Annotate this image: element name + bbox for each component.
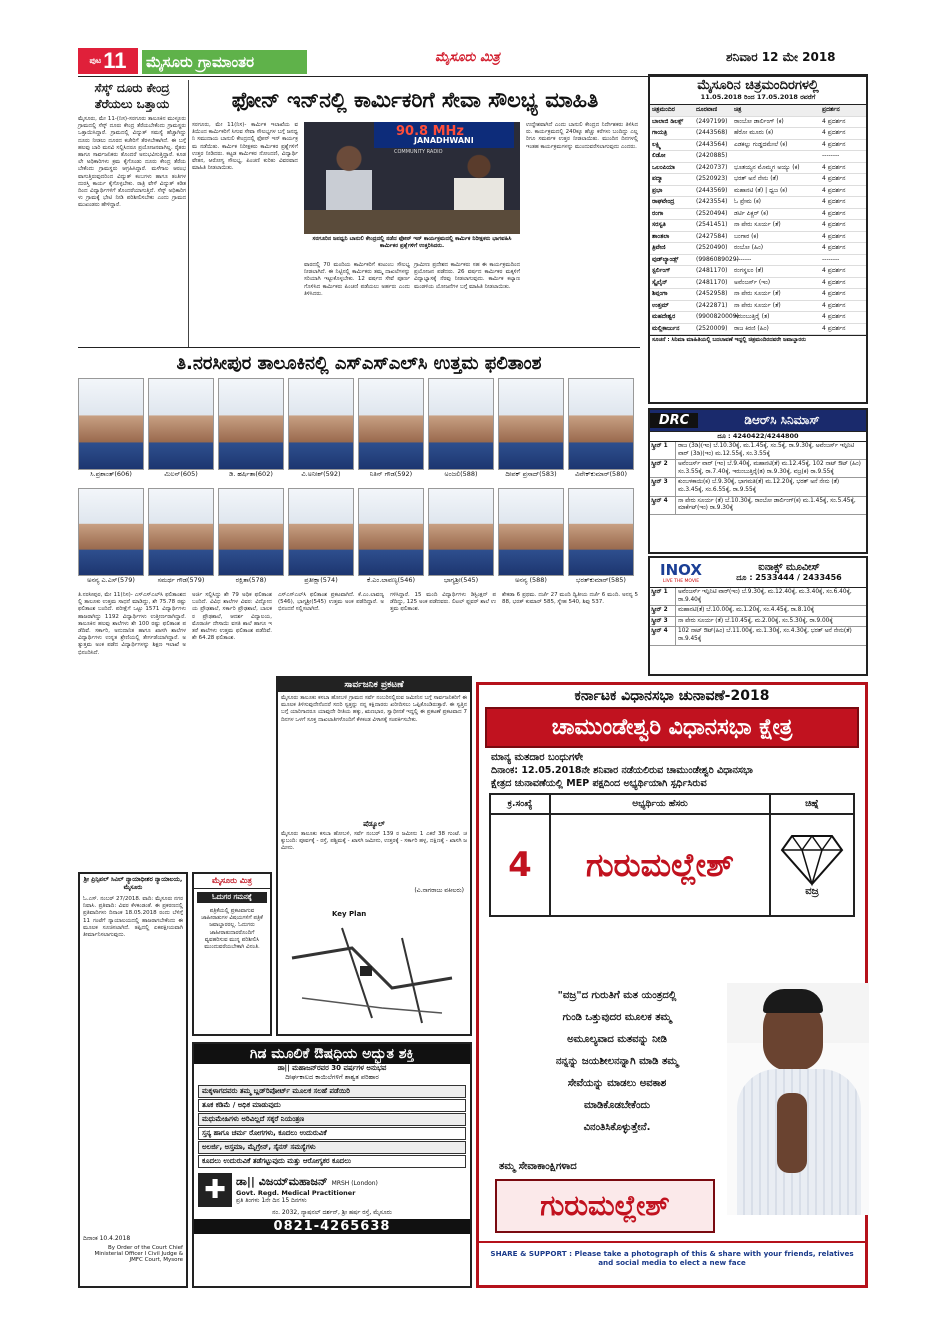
cinema-row [650,301,866,313]
screen-label: ಸ್ಕ್ರೀನ್ 2 [650,606,676,616]
main-story-col5: ಉದ್ದೇಶವಾಗಿದೆ ಎಂದು ಬಾನುಲಿ ಕೇಂದ್ರದ ನಿರ್ದೇಶಕರು ತಿಳಿಸಿದರು. ಕಾರ್ಯಕ್ರಮದಲ್ಲಿ 240ಕ್ಕೂ ಹೆಚ್ಚು ಕರೆಗಳು ಬಂದಿದ್ದು ಎಲ್ಲರಿಗೂ ಸಮರ್ಪಕ ಉತ್ತರ ನೀಡಲಾಯಿತು. ಮುಂದಿನ ದಿನಗಳಲ್ಲಿ ಇಂತಹ ಕಾರ್ಯಕ್ರಮಗಳನ್ನು ಮುಂದುವರೆಸಲಾಗುವುದು ಎಂದರು. [526,122,638,150]
student-photo [78,378,144,470]
cinema-row [650,140,866,152]
screen-schedule: ನಾ ಪೇರು ಸೂರ್ಯ (ತೆ) ಬೆ.10.45ಕ್ಕೆ, ಮ.2.00ಕ್ಕೆ, ಸಂ.5.30ಕ್ಕೆ, ರಾ.9.00ಕ್ಕೆ [678,617,833,624]
cinema-phone: (9986089029) [696,255,739,263]
herbal-line2: ದೀರ್ಘಕಾಲದ ಕಾಯಿಲೆಗಳಿಗೆ ಶಾಶ್ವತ ಪರಿಹಾರ [285,1073,379,1081]
herbal-ad [192,1042,472,1288]
cinema-shows: 4 ಪ್ರದರ್ಶನ [822,140,846,148]
student-photo [498,488,564,576]
main-story-col1: ಸರಗೂರು, ಮೇ 11(ನಿಸ)- ಕಾರ್ಮಿಕ ಇಲಾಖೆಯ ವತಿಯಿಂದ ಕಾರ್ಮಿಕರಿಗೆ ಸಿಗುವ ಸೇವಾ ಸೌಲಭ್ಯಗಳ ಬಗ್ಗೆ ಜನಧ್ವನಿ ಸಮುದಾಯ ಬಾನುಲಿ ಕೇಂದ್ರದಲ್ಲಿ ಫೋನ್ ಇನ್ ಕಾರ್ಯಕ್ರಮ ನಡೆಯಿತು. ಕಾರ್ಮಿಕ ನಿರೀಕ್ಷಕರು ಕಾರ್ಮಿಕರ ಪ್ರಶ್ನೆಗಳಿಗೆ ಉತ್ತರ ನೀಡಿದರು. ಕಟ್ಟಡ ಕಾರ್ಮಿಕರ ನೋಂದಣಿ, ವಿದ್ಯಾರ್ಥಿ ವೇತನ, ಆರೋಗ್ಯ ಸೌಲಭ್ಯ, ಪಿಂಚಣಿ ಕುರಿತು ವಿವರವಾದ ಮಾಹಿತಿ ನೀಡಲಾಯಿತು. [192,122,298,172]
student-caption: ವಿವೇಕ್‌ಕುಮಾರ್(580) [574,470,628,478]
results-body-4: ಗಳಿಸಿದ್ದಾರೆ. 15 ಮಂದಿ ವಿದ್ಯಾರ್ಥಿಗಳು ಡಿಸ್ಟಿಂಕ್ಷನ್ ಪಡೆದಿದ್ದು, 125 ಅಂಕ ಪಡೆದವರು. ಲಿಟಲ್ ಫ್ಲವರ್ ಶಾಲೆ ಉತ್ತಮ ಫಲಿತಾಂಶ. [390,592,496,613]
herbal-item: ಅಲರ್ಜಿ, ಅಸ್ತಮಾ, ಮೈಗ್ರೇನ್, ಸೈನಸ್ ಸಮಸ್ಯೆಗಳು [198,1141,466,1154]
cinema-shows: 4 ಪ್ರದರ್ಶನ [822,175,846,182]
student-photo [148,378,214,470]
left-story-body: ಮೈಸೂರು, ಮೇ 11-(ನಿಸ)-ಸರಗೂರು ತಾಲೂಕಿನ ಮುಳ್ಳೂರು ಗ್ರಾಮದಲ್ಲಿ ಸೆಸ್ಕ್ ದೂರು ಕೇಂದ್ರ ತೆರೆಯಬೇಕೆಂದು ಗ್ರಾಮಸ್ಥರು ಒತ್ತಾಯಿಸಿದ್ದಾರೆ. ಗ್ರಾಮದಲ್ಲಿ ವಿದ್ಯುತ್ ಸಮಸ್ಯೆ ಹೆಚ್ಚಾಗಿದ್ದು ದೂರು ನೀಡಲು ದೂರದ ಕಚೇರಿಗೆ ತೆರಳಬೇಕಾಗಿದೆ. ಈ ಬಗ್ಗೆ ಹಲವು ಬಾರಿ ಮನವಿ ಸಲ್ಲಿಸಿದರೂ ಪ್ರಯೋಜನವಾಗಿಲ್ಲ. ರೈತರು ಹಾಗೂ ಸಾರ್ವಜನಿಕರು ತೊಂದರೆ ಅನುಭವಿಸುತ್ತಿದ್ದಾರೆ. ಕೂಡಲೇ ಅಧಿಕಾರಿಗಳು ಕ್ರಮ ಕೈಗೊಂಡು ದೂರು ಕೇಂದ್ರ ತೆರೆಯಬೇಕೆಂದು ಗ್ರಾಮಸ್ಥರು ಆಗ್ರಹಿಸಿದ್ದಾರೆ. ಮಳೆಗಾಲ ಆರಂಭವಾಗುತ್ತಿರುವುದರಿಂದ ವಿದ್ಯುತ್ ಕಂಬಗಳು ಹಾಗೂ ತಂತಿಗಳ ದುರಸ್ತಿ ಕಾರ್ಯ ಕೈಗೊಳ್ಳಬೇಕು. ರಾತ್ರಿ ವೇಳೆ ವಿದ್ಯುತ್ ಕಡಿತದಿಂದ ವಿದ್ಯಾರ್ಥಿಗಳಿಗೆ ತೊಂದರೆಯಾಗುತ್ತಿದೆ. ಸೆಸ್ಕ್ ಅಧಿಕಾರಿಗಳು ಗ್ರಾಮಕ್ಕೆ ಭೇಟಿ ನೀಡಿ ಪರಿಶೀಲಿಸಬೇಕು ಎಂದು ಗ್ರಾಮದ ಮುಖಂಡರು ಹೇಳಿದ್ದಾರೆ. [78,116,186,209]
cinema-film: ರಂಬೋ (ಹಿಂ) [734,244,764,251]
cinema-row [650,163,866,175]
studio-desk [304,210,520,234]
cinema-phone: (2443564) [696,140,728,148]
inox-title-box [712,562,866,583]
ballot-header [491,795,853,815]
election-top: ಕರ್ನಾಟಕ ವಿಧಾನಸಭಾ ಚುನಾವಣೆ-2018 [574,688,770,704]
cinema-phone: (2481170) [696,278,728,286]
col-phone: ದೂರವಾಣಿ [696,106,718,113]
cinema-rows [650,117,866,336]
readers-note [192,872,272,1036]
election-appeal [487,985,747,1139]
drc-listing [648,408,868,554]
diamond-icon [780,834,844,886]
cinema-hall: ಮಹದೇಶ್ವರ [652,313,676,320]
ballot-number: 4 [491,815,551,915]
cinema-phone: (9900820009) [696,313,739,320]
radio-subtitle: COMMUNITY RADIO [394,149,443,155]
student-caption: ವಿ.ಅನೀಶ್(592) [301,470,341,478]
cinema-hall: ವುಡ್‌ಲ್ಯಾಂಡ್ಸ್ [652,255,679,263]
student-caption: ಡಿ. ಹರ್ಷಿತಾ(602) [229,470,273,478]
doctor-reg: Govt. Regd. Medical Practitioner [236,1189,356,1197]
constituency-banner: ಚಾಮುಂಡೇಶ್ವರಿ ವಿಧಾನಸಭಾ ಕ್ಷೇತ್ರ [485,707,859,748]
cinema-film: ಭರತ್ ಅನೆ ನೇನು (ತೆ) [734,175,779,182]
cinema-shows: 4 ಪ್ರದರ್ಶನ [822,129,846,136]
cinema-film: ನಾ ಪೇರು ಸೂರ್ಯ (ತೆ) [734,221,781,228]
col-hall: ಚಿತ್ರಮಂದಿರ [652,106,675,113]
cinema-film: ಎಡಕಲ್ಲು ಗುಡ್ಡದಮೇಲೆ (ಕ) [734,140,788,148]
results-body: ತಿ.ನರಸೀಪುರ, ಮೇ 11(ನಿಸ)- ಎಸ್‌ಎಸ್‌ಎಲ್‌ಸಿ ಫಲಿತಾಂಶದಲ್ಲಿ ತಾಲೂಕು ಉತ್ತಮ ಸಾಧನೆ ಮಾಡಿದ್ದು, ಶೇ 75.78 ರಷ್ಟು ಫಲಿತಾಂಶ ಬಂದಿದೆ. ಪರೀಕ್ಷೆಗೆ ಒಟ್ಟು 1571 ವಿದ್ಯಾರ್ಥಿಗಳು ಹಾಜರಾಗಿದ್ದು 1192 ವಿದ್ಯಾರ್ಥಿಗಳು ಉತ್ತೀರ್ಣರಾಗಿದ್ದಾರೆ. ತಾಲೂಕಿನ ಹಲವು ಶಾಲೆಗಳು ಶೇ 100 ರಷ್ಟು ಫಲಿತಾಂಶ ಪಡೆದಿವೆ. ಸರ್ಕಾರಿ, ಅನುದಾನಿತ ಹಾಗೂ ಖಾಸಗಿ ಶಾಲೆಗಳ ವಿದ್ಯಾರ್ಥಿಗಳು ಉನ್ನತ ಶ್ರೇಣಿಯಲ್ಲಿ ತೇರ್ಗಡೆಯಾಗಿದ್ದಾರೆ. ಅತ್ಯುತ್ತಮ ಅಂಕ ಪಡೆದ ವಿದ್ಯಾರ್ಥಿಗಳನ್ನು ಶಿಕ್ಷಣ ಇಲಾಖೆ ಅಭಿನಂದಿಸಿದೆ. [78,592,186,656]
screen-label: ಸ್ಕ್ರೀನ್ 2 [650,460,676,477]
cinema-shows: 4 ಪ್ರದರ್ಶನ [822,267,846,274]
rule [78,347,640,348]
screen-schedule: ಕುಂಬಳಕಾಯಿ(ಕ) ಬೆ.9.30ಕ್ಕೆ, ಭಾಗಮತಿ(ತೆ) ಮ.12.20ಕ್ಕೆ, ಭರತ್ ಅನೆ ನೇನು (ತೆ) ಮ.3.45ಕ್ಕೆ, ಸಂ.6.55ಕ್ಕೆ, ರಾ.9.55ಕ್ಕೆ [678,479,840,493]
cinema-hall: ಸ್ಕೈಲೈನ್ [652,278,668,286]
election-date-line-2: ಕ್ಷೇತ್ರದ ಚುನಾವಣೆಯಲ್ಲಿ MEP ಪಕ್ಷದಿಂದ ಅಭ್ಯರ್ಥಿಯಾಗಿ ಸ್ಪರ್ಧಿಸಿರುವ [491,778,707,789]
share-footer: SHARE & SUPPORT : Please take a photograph of this & share with your friends, relatives and social media to elect a new face [479,1241,865,1285]
ballot-col-name: ಅಭ್ಯರ್ಥಿಯ ಹೆಸರು [551,795,771,813]
cinema-phone: (2520009) [696,324,728,332]
student-card [148,488,214,585]
court-sign: By Order of the Court Chief Ministerial Officer I Civil Judge & JMFC Court, Mysore [94,1245,183,1263]
screen-schedule: ಮಹಾನಟಿ(ತೆ) ಬೆ.10.00ಕ್ಕೆ, ಮ.1.20ಕ್ಕೆ, ಸಂ.4.45ಕ್ಕೆ, ರಾ.8.10ಕ್ಕೆ [678,607,815,614]
cinema-phone: (2497199) [696,117,728,125]
cinema-hall: ರಂಗಾ [652,209,664,217]
clinic-address: ನಂ. 2032, ನ್ಯಾಷನಲ್ ದರ್ಶನ್, ಶ್ರೀ ಹರ್ಷ ರಸ್ತೆ, ಮೈಸೂರು [272,1209,392,1216]
inox-header [650,558,866,588]
herbal-items [194,1082,470,1171]
cinema-shows: -------- [822,255,840,263]
drc-logo: DRC [650,413,698,428]
student-photo [288,488,354,576]
screen-label: ಸ್ಕ್ರೀನ್ 1 [650,588,676,605]
radio-name: JANADHWANI [414,136,474,145]
cinema-shows: 4 ಪ್ರದರ್ಶನ [822,232,846,240]
cinema-hall: ಬಾಲಾಜಿ ಡಿಲಕ್ಸ್ [652,117,684,125]
medical-cross-icon: ✚ [198,1173,232,1207]
cinema-film: ಬಂಗಾರ (ಕ) [734,232,759,240]
herbal-item: ಮಧುಮೇಹಿಗಳು ಅರಿವಿಲ್ಲದೆ ಸಕ್ಕರೆ ನಿಯಂತ್ರಣ [198,1113,466,1126]
cinema-row [650,186,866,198]
cinema-film: ಇರುಂಬುತ್ತಿರೈ (ತ) [734,313,770,320]
student-caption: ಪ್ರತೀಕ್ಷಾ(574) [304,576,338,584]
student-photo [568,488,634,576]
student-card [288,378,354,479]
herbal-headline: ಗಿಡ ಮೂಲಿಕೆ ಔಷಧಿಯ ಅದ್ಭುತ ಶಕ್ತಿ [194,1044,470,1064]
cinema-row [650,209,866,221]
appeal-line: ನನ್ನನ್ನು ಜಯಶೀಲನನ್ನಾಗಿ ಮಾಡಿ ತಮ್ಮ [555,1056,679,1067]
screen-row [650,460,866,478]
cinema-listing [648,74,868,404]
cinema-row [650,117,866,129]
student-caption: ಅನನ್ಯ (588) [515,576,547,584]
cinema-phone: (2420737) [696,163,728,171]
candidate-sign: ಗುರುಮಲ್ಲೇಶ್ [495,1179,715,1233]
student-caption: ಅನನ್ಯ ಎ.ಎಸ್(579) [87,576,135,584]
drc-rows [650,442,866,515]
court-title: ಶ್ರೀ ಪ್ರಿನ್ಸಿಪಲ್ ಸಿವಿಲ್ ನ್ಯಾಯಾಧೀಶರ ನ್ಯಾಯಾಲಯ, ಮೈಸೂರು [83,876,183,891]
cinema-shows: 4 ಪ್ರದರ್ಶನ [822,198,846,205]
ballot-symbol [771,815,853,915]
student-caption: ಕೆ.ಎಂ.ಲಾವಣ್ಯ(546) [366,576,416,584]
cinema-hall: ಸರಸ್ವತಿ [652,221,666,228]
screen-row [650,588,866,606]
student-caption: ದೀಪಕ್ ಪ್ರಸಾದ್(583) [505,470,557,478]
student-photo [428,378,494,470]
page-number-badge [78,48,138,74]
court-notice [78,872,188,1288]
cinema-shows: 4 ಪ್ರದರ್ಶನ [822,221,846,228]
cinema-date-range: 11.05.2018 ರಿಂದ 17.05.2018 ರವರೆಗೆ [650,93,866,105]
cinema-title: ಮೈಸೂರಿನ ಚಿತ್ರಮಂದಿರಗಳಲ್ಲಿ [697,78,819,93]
inox-logo-box [650,561,712,584]
cinema-phone: (2481170) [696,267,728,274]
issue-date: ಶನಿವಾರ 12 ಮೇ 2018 [726,50,836,64]
cinema-film: -------- [734,255,752,263]
readers-body: ಪತ್ರಿಕೆಯಲ್ಲಿ ಪ್ರಕಟವಾಗುವ ಜಾಹೀರಾತುಗಳ ವಿಷಯಗಳಿಗೆ ಪತ್ರಿಕೆ ಜವಾಬ್ದಾರರಲ್ಲ. ಓದುಗರು ಜಾಹೀರಾತುದಾರರೊಂದಿಗೆ ವ್ಯವಹರಿಸುವ ಮುನ್ನ ಪರಿಶೀಲಿಸಿ ಮುಂದುವರೆಯಬೇಕಾಗಿ ವಿನಂತಿ. [201,908,263,951]
doctor-timing: ಪ್ರತಿ ತಿಂಗಳು 1ನೇ ದಿನ 15 ದಿನಗಳು [236,1197,307,1204]
cinema-hall: ಉತ್ತಮ್ [652,301,669,309]
appeal-line: "ವಜ್ರ"ದ ಗುರುತಿಗೆ ಮತ ಯಂತ್ರದಲ್ಲಿ [557,990,677,1001]
student-photo [568,378,634,470]
cinema-row [650,220,866,232]
left-story-title-2: ತೆರೆಯಲು ಒತ್ತಾಯ [94,97,170,111]
cinema-row [650,312,866,324]
screen-label: ಸ್ಕ್ರೀನ್ 3 [650,617,676,627]
main-story-col3: ವಾರದಲ್ಲಿ 70 ಮಂದಿಯ ಕಾರ್ಮಿಕರಿಗೆ ಕುಟುಂಬ ಸೌಲಭ್ಯ ನೀಡಲಾಗಿದೆ. ಈ ನಿಟ್ಟಿನಲ್ಲಿ ಕಾರ್ಮಿಕರು ತಮ್ಮ ದಾಖಲೆಗಳನ್ನು ಸರಿಯಾಗಿ ಇಟ್ಟುಕೊಳ್ಳಬೇಕು. 12 ವರ್ಷದ ಸೇವೆ ಪೂರ್ಣಗೊಳಿಸಿದ ಕಾರ್ಮಿಕರು ಪಿಂಚಣಿ ಪಡೆಯಲು ಅರ್ಹರು ಎಂದು ತಿಳಿಸಿದರು. [304,262,410,297]
screen-schedule: ಅವೆಂಜರ್ಸ್ ಇನ್ಫಿನಿಟಿ ವಾರ್(ಇಂ) ಬೆ.9.30ಕ್ಕೆ, ಮ.12.40ಕ್ಕೆ, ಮ.3.40ಕ್ಕೆ, ಸಂ.6.40ಕ್ಕೆ, ರಾ.9.40ಕ್ಕೆ [678,589,852,603]
cinema-phone: (2520923) [696,175,728,182]
student-card [218,378,284,479]
screen-row [650,627,866,645]
ballot-col-symbol: ಚಿಹ್ನೆ [805,799,819,809]
student-caption: ಸಮರ್ಥ ಗೌಡ(579) [157,576,205,584]
screen-schedule: ರಾಜ (3ಡಿ)(ಇಂ) ಬೆ.10.30ಕ್ಕೆ, ಮ.1.45ಕ್ಕೆ, ಸಂ.5ಕ್ಕೆ, ರಾ.9.30ಕ್ಕೆ, ಅವೆಂಜರ್ಸ್ ಇನ್ಫಿನಿಟಿ ವಾರ್ (3ಡಿ)(ಇಂ) ಮ.12.55ಕ್ಕೆ, ಸಂ.3.55ಕ್ಕೆ [678,443,855,457]
student-card [358,378,424,479]
student-photo [498,378,564,470]
cinema-hall: ತ್ರಿವೇಣಿ [652,244,666,251]
cinema-row [650,289,866,301]
student-caption: ರಕ್ಷಿತಾ(578) [235,576,267,584]
screen-row [650,617,866,628]
cinema-shows: 4 ಪ್ರದರ್ಶನ [822,301,846,309]
screen-label: ಸ್ಕ್ರೀನ್ 4 [650,497,676,514]
cinema-phone: (2541451) [696,221,728,228]
student-caption: ಸಿ.ಪ್ರಶಾಂತ್(606) [90,470,132,478]
student-photo [218,488,284,576]
candidate-photo [727,983,869,1215]
cinema-film: ಡರ್ಟಿ ಪಿಕ್ಚರ್ (ಕ) [734,209,769,217]
student-card [288,488,354,585]
section-name: ಮೈಸೂರು ಗ್ರಾಮಾಂತರ [142,50,307,74]
cinema-hall: ರಾಘವೇಂದ್ರ [652,198,675,205]
results-body-5: ಶೇಕಡಾ 6 ಪ್ರಥಮ. ದರ್ಜೆ 27 ಮಂದಿ ದ್ವಿತೀಯ ದರ್ಜೆ 6 ಮಂದಿ. ಅನನ್ಯ 588, ಭರತ್ ಕುಮಾರ್ 585, ಸ್ನೇಹ 540, ಶಿವು 537. [502,592,638,606]
court-date: ದಿನಾಂಕ 10.4.2018 [83,1235,131,1242]
herbal-item: ಕೂದಲು ಉದುರುವಿಕೆ ತಡೆಗಟ್ಟುವುದು ಮತ್ತು ಆರೋಗ್ಯಕರ ಕೂದಲು [198,1155,466,1168]
cinema-phone: (2423554) [696,198,728,205]
appeal-line: ವಿನಂತಿಸಿಕೊಳ್ಳುತ್ತೇನೆ. [583,1122,651,1133]
inox-tagline: LIVE THE MOVIE [662,579,700,584]
public-notice [276,676,472,1036]
student-card [78,488,144,585]
cinema-phone: (2452958) [696,290,728,297]
inox-logo: INOX [660,561,702,579]
cinema-film: ಹೆರೋ ಮೂರು (ಕ) [734,129,774,136]
cinema-hall: ಲಿಡೋ [652,152,666,159]
cinema-shows: 4 ಪ್ರದರ್ಶನ [822,290,846,297]
appeal-line: ಸೇವೆಯನ್ನು ಮಾಡಲು ಅವಕಾಶ [567,1078,667,1089]
cinema-shows: 4 ಪ್ರದರ್ಶನ [822,244,846,251]
cinema-phone: (2520494) [696,209,728,217]
student-caption: ಮಿಲನ್(605) [164,470,198,478]
student-card [78,378,144,479]
cinema-phone: (2443568) [696,129,728,136]
election-greeting: ಮಾನ್ಯ ಮತದಾರ ಬಂಧುಗಳೇ [491,752,583,763]
cinema-row [650,255,866,267]
drc-header [650,410,866,432]
student-card [428,378,494,479]
cinema-hall: ಮಲ್ಲಿಕಾರ್ಜುನ [652,324,680,332]
cinema-hall: ಒಲಂಪಿಯಾ [652,163,675,171]
candidate-name: ಗುರುಮಲ್ಲೇಶ್ [551,815,771,915]
cinema-phone: (2520490) [696,244,728,251]
cinema-note: ಸೂಚನೆ : ಸಿನಿಮಾ ಮಾಹಿತಿಯಲ್ಲಿ ಬದಲಾವಣೆ ಇದ್ದಲ್ಲಿ ಚಿತ್ರಮಂದಿರದವರೇ ಜವಾಬ್ದಾರರು [650,335,866,345]
student-photo [358,488,424,576]
results-body-2: ಅರ್ಜಿ ಸಲ್ಲಿಸಿದ್ದು ಶೇ 79 ಅಧಿಕ ಫಲಿತಾಂಶ ಬಂದಿದೆ. ವಿವಿಧ ಶಾಲೆಗಳ ವಿವರ: ವಿದ್ಯೋದಯ ಪ್ರೌಢಶಾಲೆ, ಸರ್ಕಾರಿ ಪ್ರೌಢಶಾಲೆ, ಬಾಲಕರ ಪ್ರೌಢಶಾಲೆ, ಆದರ್ಶ ವಿದ್ಯಾಲಯ, ಮೊರಾರ್ಜಿ ದೇಸಾಯಿ ವಸತಿ ಶಾಲೆ ಹಾಗೂ ಇತರೆ ಶಾಲೆಗಳು ಉತ್ತಮ ಫಲಿತಾಂಶ ಪಡೆದಿವೆ. ಶೇ 64.28 ಫಲಿತಾಂಶ. [192,592,272,642]
column-divider [188,80,189,348]
inox-listing [648,556,868,676]
cinema-shows: 4 ಪ್ರದರ್ಶನ [822,209,846,217]
cinema-film: ಮಹಾನಟಿ (ತೆ) | ಧ್ವಜ (ಕ) [734,186,788,194]
clinic-phone: 0821-4265638 [194,1219,470,1234]
results-headline-box [78,349,640,377]
readers-title: ಓದುಗರ ಗಮನಕ್ಕೆ [197,892,267,903]
inox-rows [650,588,866,646]
screen-label: ಸ್ಕ್ರೀನ್ 3 [650,478,676,495]
cinema-row [650,243,866,255]
screen-schedule: 102 ನಾಟ್ ಔಟ್(ಹಿಂ) ಬೆ.11.00ಕ್ಕೆ, ಮ.1.30ಕ್ಕೆ, ಸಂ.4.30ಕ್ಕೆ, ಭರತ್ ಅನೆ ನೇನು(ತೆ) ರಾ.9.45ಕ್ಕೆ [678,628,852,642]
herbal-line1: ಡಾ|| ಮಹಾಜನ್‌ರವರ 30 ವರ್ಷಗಳ ಅನುಭವ [277,1064,387,1072]
notice-body: ಮೈಸೂರು ತಾಲೂಕು ಕಸಬಾ ಹೋಬಳಿ ಗ್ರಾಮದ ಸರ್ವೆ ನಂಬರಿನಲ್ಲಿರುವ ಜಮೀನಿನ ಬಗ್ಗೆ ಸಾರ್ವಜನಿಕರಿಗೆ ಈ ಮೂಲಕ ತಿಳಿಸುವುದೇನೆಂದರೆ ಸದರಿ ಸ್ವತ್ತನ್ನು ನನ್ನ ಕಕ್ಷಿದಾರರು ಖರೀದಿಸಲು ಒಪ್ಪಿಕೊಂಡಿರುತ್ತಾರೆ. ಈ ಸ್ವತ್ತಿನ ಬಗ್ಗೆ ಯಾರಿಗಾದರೂ ಯಾವುದೇ ರೀತಿಯ ಹಕ್ಕು, ಋಣಭಾರ, ಸ್ವಾಧೀನತೆ ಇದ್ದಲ್ಲಿ ಈ ಪ್ರಕಟಣೆ ಪ್ರಕಟವಾದ 7 ದಿನಗಳ ಒಳಗೆ ಸೂಕ್ತ ದಾಖಲಾತಿಗಳೊಂದಿಗೆ ಕೆಳಕಂಡ ವಿಳಾಸಕ್ಕೆ ಸಂಪರ್ಕಿಸಬೇಕು. [281,695,467,723]
appeal-line: ಮಾಡಿಕೊಡಬೇಕೆಂದು [583,1100,651,1111]
closing-line: ತಮ್ಮ ಸೇವಾಕಾಂಕ್ಷಿಗಳಾದ [499,1161,577,1172]
cinema-shows: 4 ಪ್ರದರ್ಶನ [822,163,846,171]
student-card [428,488,494,585]
cinema-phone: (2420885) [696,152,728,159]
key-plan [282,910,466,1030]
cinema-hall: ಗಾಯತ್ರಿ [652,129,668,136]
screen-row [650,606,866,617]
student-caption: ಭರತ್‌ಕುಮಾರ್(585) [576,576,626,584]
notice-schedule-title: ಷೆಡ್ಯೂಲ್ [363,820,385,828]
screen-row [650,442,866,460]
results-row-2 [78,488,640,585]
student-caption: ನಿತಿನ್ ಗೌಡ(592) [369,470,413,478]
student-card [358,488,424,585]
cinema-phone: (2427584) [696,232,728,240]
cinema-row [650,266,866,278]
doctor-name-line [236,1175,470,1189]
col-film: ಚಿತ್ರ [734,106,742,113]
candidate-hair [763,989,823,1013]
cinema-hall: ಶಾಂತಲಾ [652,232,670,240]
cinema-film: ನಾ ಪೇರು ಸೂರ್ಯ (ತೆ) [734,301,781,309]
cinema-shows: 4 ಪ್ರದರ್ಶನ [822,324,846,332]
symbol-name: ವಜ್ರ [805,885,819,897]
student-card [498,488,564,585]
student-photo [358,378,424,470]
cinema-phone: (2422871) [696,301,728,309]
student-caption: ಅಂಜಲಿ(588) [444,470,478,478]
cinema-film [734,151,822,162]
ballot-col-no: ಕ್ರ.ಸಂಖ್ಯೆ [491,795,551,813]
cinema-shows: -------- [822,152,840,159]
inox-phone: ದೂ : 2533444 / 2433456 [736,573,842,582]
cinema-film: ರಾಂಬೋ ಡಾರ್ಲಿಂಗ್ (ಕ) [734,117,784,125]
herbal-item: ಮಕ್ಕಳಾಗದವರು ತಮ್ಮ ಬ್ಲಡ್‌ರಿಪೋರ್ಟ್ ಮೂಲಕ ಸಲಹೆ ಪಡೆಯಿರಿ [198,1085,466,1098]
cinema-phone: (2443569) [696,186,728,194]
main-headline: ಫೋನ್ ಇನ್‌ನಲ್ಲಿ ಕಾರ್ಮಿಕರಿಗೆ ಸೇವಾ ಸೌಲಭ್ಯ ಮಾಹಿತಿ [231,87,599,112]
cinema-shows: 4 ಪ್ರದರ್ಶನ [822,313,846,320]
cinema-row [650,278,866,290]
student-photo [78,488,144,576]
cinema-film: ನಾ ಪೇರು ಸೂರ್ಯ (ತೆ) [734,290,781,297]
cinema-shows: 4 ಪ್ರದರ್ಶನ [822,117,846,125]
key-plan-map [282,918,466,1028]
doctor-name: ಡಾ|| ವಿಜಯ್‌ಮಹಾಜನ್ [236,1175,328,1188]
student-card [218,488,284,585]
doctor-block [194,1173,470,1207]
folded-hands [777,1093,807,1173]
student-card [148,378,214,479]
doctor-degree: MRSH (London) [331,1180,378,1187]
cinema-film: ಓ ಪ್ರೇಮ (ಕ) [734,198,762,205]
readers-logo: ಮೈಸೂರು ಮಿತ್ರ [194,874,270,889]
screen-label: ಸ್ಕ್ರೀನ್ 1 [650,442,676,459]
cinema-hall: ಶಿವ್ಗಂಗಾ [652,290,668,297]
student-photo [428,488,494,576]
student-photo [288,378,354,470]
left-story [78,80,186,362]
student-card [568,488,634,585]
ballot-row [491,815,853,915]
ballot-table [489,793,855,917]
cinema-hall: ಸ್ಟರ್ಲಿಂಗ್ [652,267,671,274]
notice-schedule-body: ಮೈಸೂರು ತಾಲೂಕು ಕಸಬಾ ಹೋಬಳಿ, ಸರ್ವೆ ನಂಬರ್ 139 ರ ಜಮೀನು 1 ಎಕರೆ 38 ಗುಂಟೆ. ಚಕ್ಕುಬಂದಿ: ಪೂರ್ವಕ್ಕೆ - ರಸ್ತೆ, ಪಶ್ಚಿಮಕ್ಕೆ - ಖಾಸಗಿ ಜಮೀನು, ಉತ್ತರಕ್ಕೆ - ಸರ್ಕಾರಿ ಹಳ್ಳ, ದಕ್ಷಿಣಕ್ಕೆ - ಖಾಸಗಿ ಜಮೀನು. [281,831,467,852]
left-story-title-1: ಸೆಸ್ಕ್ ದೂರು ಕೇಂದ್ರ [94,81,170,95]
page-prefix: ಪುಟ [89,56,102,65]
drc-phone: ದೂ : 4240422/4244800 [650,432,866,442]
court-body: ಓ.ಎಸ್. ನಂಬರ್ 27/2018. ವಾದಿ: ಮೈಸೂರು ನಗರ ನಿವಾಸಿ. ಪ್ರತಿವಾದಿ: ವಿವರ ಕೆಳಕಂಡಂತೆ. ಈ ಪ್ರಕರಣದಲ್ಲಿ ಪ್ರತಿವಾದಿಗಳು ದಿನಾಂಕ 18.05.2018 ರಂದು ಬೆಳಿಗ್ಗೆ 11 ಗಂಟೆಗೆ ನ್ಯಾಯಾಲಯದಲ್ಲಿ ಹಾಜರಾಗಬೇಕೆಂದು ಈ ಮೂಲಕ ಸೂಚಿಸಲಾಗಿದೆ. ತಪ್ಪಿದಲ್ಲಿ ಏಕಪಕ್ಷೀಯವಾಗಿ ತೀರ್ಮಾನಿಸಲಾಗುವುದು. [83,896,183,939]
cinema-row [650,151,866,163]
cinema-row [650,197,866,209]
results-body-3: ಎಸ್‌ಎಸ್‌ಎಲ್‌ಸಿ ಫಲಿತಾಂಶ ಪ್ರಕಟವಾಗಿದೆ. ಕೆ.ಎಂ.ಲಾವಣ್ಯ(546), ಭಾಗ್ಯಶ್ರೀ(545) ಉತ್ತಮ ಅಂಕ ಪಡೆದಿದ್ದಾರೆ. ಅಭಿನಂದನೆ ಸಲ್ಲಿಸಲಾಗಿದೆ. [278,592,384,613]
cinema-film: ಅವೆಂಜರ್ಸ್ (ಇಂ) [734,278,771,286]
key-plan-title: Key Plan [332,910,367,918]
page-number: 11 [103,48,127,73]
appeal-line: ಅಮೂಲ್ಯವಾದ ಮತವನ್ನು ನೀಡಿ [567,1034,667,1045]
cinema-film: ರಂಗಸ್ಥಲಂ (ತೆ) [734,267,764,274]
notice-title: ಸಾರ್ವಜನಿಕ ಪ್ರಕಟಣೆ [278,678,470,692]
radio-frequency: 90.8 MHz [396,124,464,139]
screen-schedule: ಅವೆಂಜರ್ಸ್ ವಾರ್ (ಇಂ) ಬೆ.9.40ಕ್ಕೆ, ಮಹಾನಟಿ(ತೆ) ಮ.12.45ಕ್ಕೆ, 102 ನಾಟ್ ಔಟ್ (ಹಿಂ) ಸಂ.3.55ಕ್ಕೆ, ರಾ.7.40ಕ್ಕೆ, ಇರುಂಬುತ್ತಿರೈ(ತ) ರಾ.9.30ಕ್ಕೆ, ವಜ್ರ(ಕ) ರಾ.9.55ಕ್ಕೆ [678,461,861,475]
results-row-1 [78,378,640,479]
screen-row [650,497,866,515]
doctor-info [236,1175,470,1205]
main-story-col4: ಗ್ರಾಮೀಣ ಪ್ರದೇಶದ ಕಾರ್ಮಿಕರು ಸಹ ಈ ಕಾರ್ಯಕ್ರಮದಿಂದ ಪ್ರಯೋಜನ ಪಡೆದರು. 26 ವರ್ಷದ ಕಾರ್ಮಿಕರ ಮಕ್ಕಳಿಗೆ ವಿದ್ಯಾಭ್ಯಾಸಕ್ಕೆ ನೆರವು ನೀಡಲಾಗುವುದು. ಕಾರ್ಮಿಕ ಕಲ್ಯಾಣ ಮಂಡಳಿಯ ಯೋಜನೆಗಳ ಬಗ್ಗೆ ಮಾಹಿತಿ ನೀಡಲಾಯಿತು. [414,262,520,290]
cinema-header-row [650,105,866,117]
herbal-item: ಸ್ತನ್ಯ ಹಾಗೂ ಚರ್ಮ ರೋಗಗಳು, ಕೂದಲು ಉದುರುವಿಕೆ [198,1127,466,1140]
photo-caption: ಸರಗೂರಿನ ಜನಧ್ವನಿ ಬಾನುಲಿ ಕೇಂದ್ರದಲ್ಲಿ ನಡೆದ ಫೋನ್ ಇನ್ ಕಾರ್ಯಕ್ರಮದಲ್ಲಿ ಕಾರ್ಮಿಕ ನಿರೀಕ್ಷಕರು ಭಾಗವಹಿಸಿ ಕಾರ್ಮಿಕರ ಪ್ರಶ್ನೆಗಳಿಗೆ ಉತ್ತರಿಸಿದರು. [312,236,512,250]
main-headline-box [192,80,638,120]
screen-row [650,478,866,496]
cinema-row [650,174,866,186]
cinema-film: ರಾಜ ಕಿರಣಿ (ಹಿಂ) [734,324,769,332]
col-shows: ಪ್ರದರ್ಶನ [822,106,840,113]
student-card [568,378,634,479]
student-photo [148,488,214,576]
results-headline: ತಿ.ನರಸೀಪುರ ತಾಲೂಕಿನಲ್ಲಿ ಎಸ್‌ಎಸ್‌ಎಲ್‌ಸಿ ಉತ್ತಮ ಫಲಿತಾಂಶ [176,352,542,374]
masthead: ಮೈಸೂರು ಮಿತ್ರ [435,50,500,65]
cinema-row [650,232,866,244]
student-card [498,378,564,479]
student-caption: ಭಾಗ್ಯಶ್ರೀ(545) [443,576,479,584]
election-date-line: ದಿನಾಂಕ: 12.05.2018ನೇ ಶನಿವಾರ ನಡೆಯಲಿರುವ ಚಾಮುಂಡೇಶ್ವರಿ ವಿಧಾನಸಭಾ [491,765,753,776]
cinema-shows: 4 ಪ್ರದರ್ಶನ [822,186,846,194]
cinema-shows: 4 ಪ್ರದರ್ಶನ [822,278,846,286]
screen-schedule: ನಾ ಪೇರು ಸೂರ್ಯ (ತೆ) ಬೆ.10.30ಕ್ಕೆ, ರಾಂಬೋ ಡಾರ್ಲಿಂಗ್(ಕ) ಮ.1.45ಕ್ಕೆ, ಸಂ.5.45ಕ್ಕೆ, ಮಾರ್ಕೆಟ್(ಇಂ) ರಾ.9.30ಕ್ಕೆ [678,497,856,512]
cinema-row [650,324,866,336]
cinema-film: ಭೂತಯ್ಯನ ಮೊಮ್ಮಗ ಅಯ್ಯು (ಕ) [734,163,800,171]
herbal-item: ತೂಕ ಕಡಿಮೆ / ಅಧಿಕ ಮಾಡುವುದು [198,1099,466,1112]
election-ad [476,682,868,1288]
inox-title: ಐನಾಕ್ಸ್ ಮೂವೀಸ್ [758,562,820,573]
cinema-hall: ಪದ್ಮಾ [652,175,663,182]
cinema-hall: ಲಕ್ಷ್ಮಿ [652,140,661,148]
drc-title: ಡಿಆರ್‌ಸಿ ಸಿನಿಮಾಸ್ [744,413,820,427]
screen-label: ಸ್ಕ್ರೀನ್ 4 [650,627,676,644]
cinema-row [650,128,866,140]
notice-advocate: (ವಿ.ನಾಗರಾಜು ವಕೀಲರು) [414,887,464,894]
cinema-hall: ಪ್ರಭಾ [652,186,663,194]
appeal-line: ಗುಂಡಿ ಒತ್ತುವುದರ ಮೂಲಕ ತಮ್ಮ [562,1012,672,1023]
student-photo [218,378,284,470]
radio-photo [304,122,520,234]
radio-banner [374,122,514,148]
